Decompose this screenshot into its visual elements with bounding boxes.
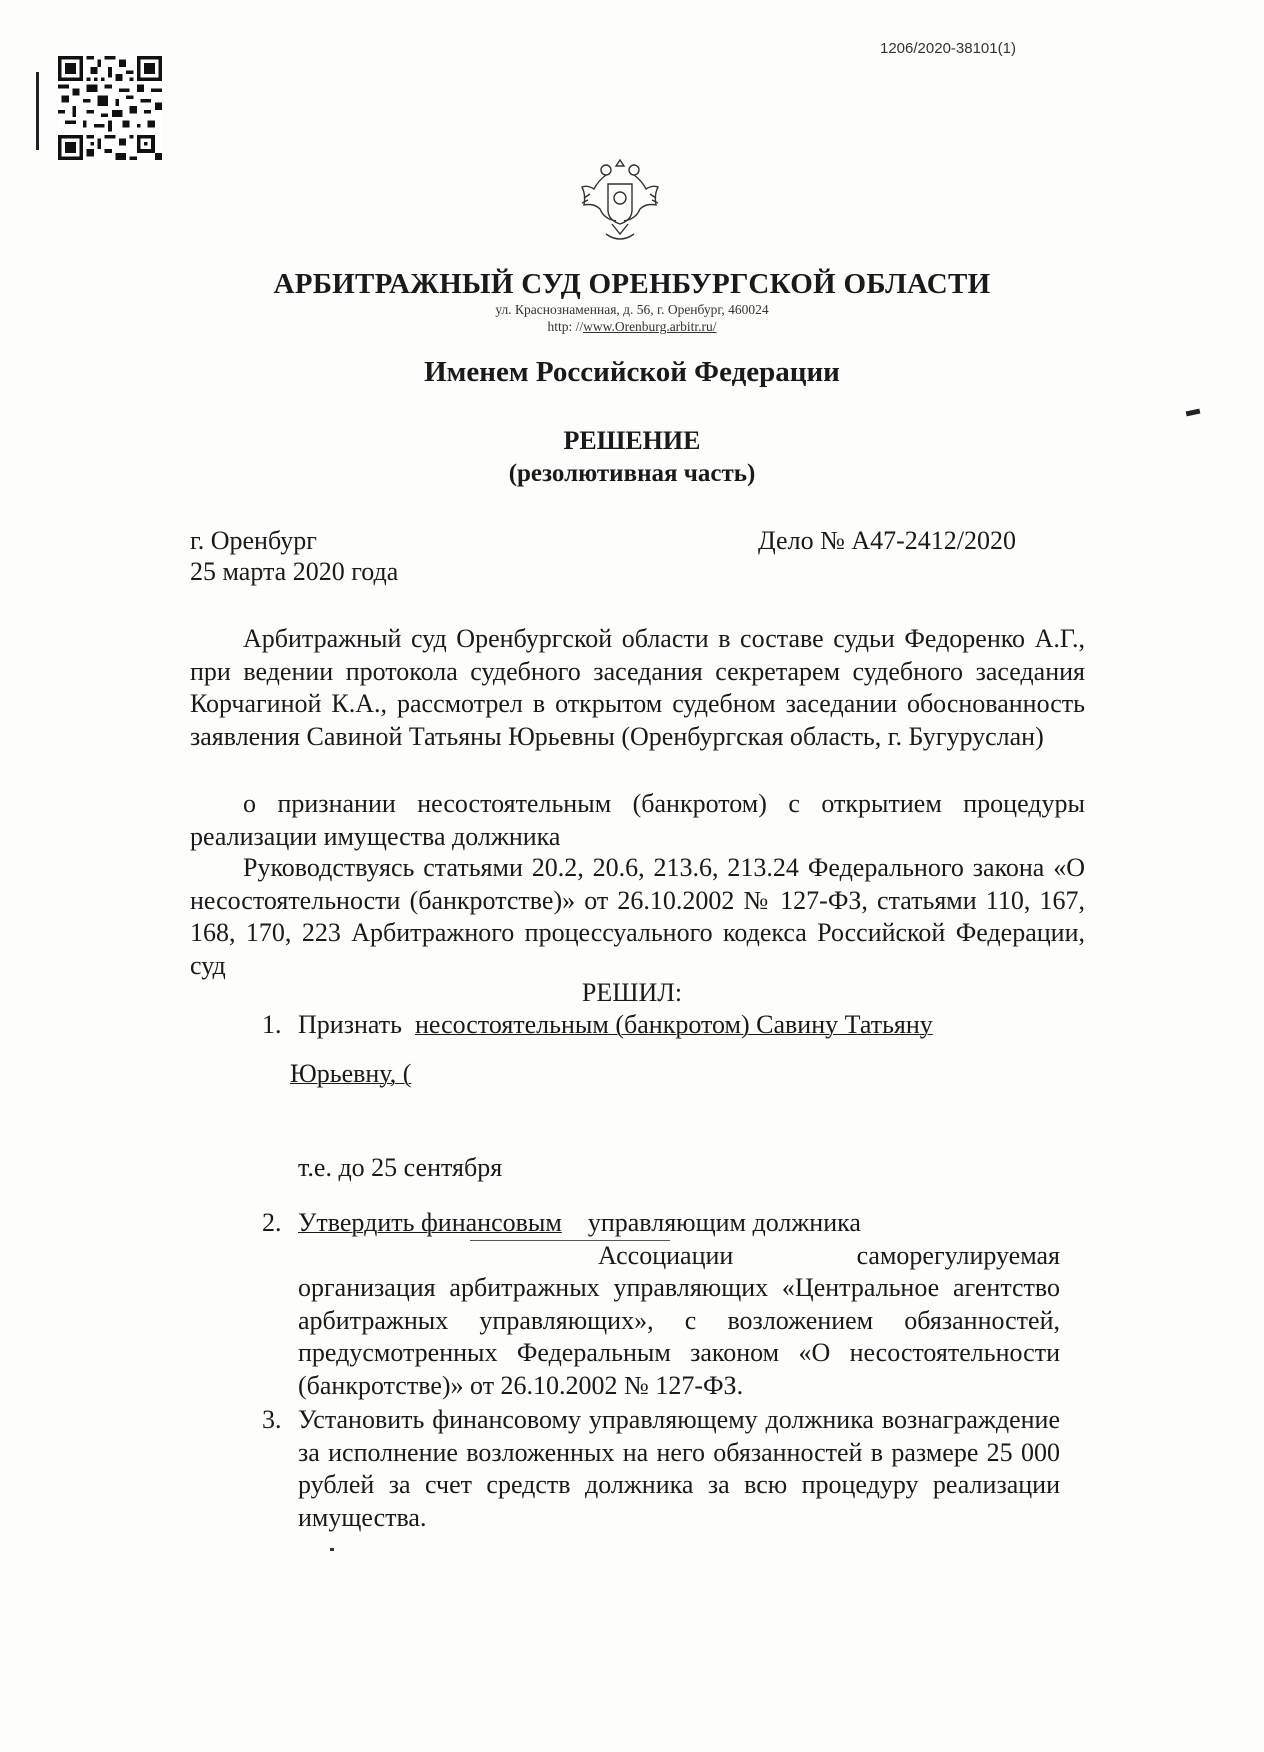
scan-artifact-dot xyxy=(330,1548,334,1551)
decision-date: 25 марта 2020 года xyxy=(190,557,399,586)
court-website-link[interactable]: www.Orenburg.arbitr.ru/ xyxy=(583,319,717,334)
resolution-item-3 xyxy=(262,1404,1060,1534)
decision-title: РЕШЕНИЕ xyxy=(563,426,701,455)
partially-visible-line: т.е. до 25 сентября xyxy=(298,1153,503,1182)
item-number: 2. xyxy=(262,1208,282,1237)
item-number: 1. xyxy=(262,1010,282,1039)
court-website xyxy=(0,319,1264,335)
item-text: Установить финансовому управляющему должника вознаграждение за исполнение возложенных на него обязанностей в размере 25 000 рублей за счет средств должника за всю процедуру реализации имущества. xyxy=(298,1405,1060,1532)
item-text-b: управляющим должника xyxy=(587,1208,861,1237)
in-the-name-heading: Именем Российской Федерации xyxy=(424,356,840,388)
case-number: Дело № А47-2412/2020 xyxy=(758,526,1017,555)
decision-subtitle: (резолютивная часть) xyxy=(508,460,756,487)
truncated-line: Юрьевну, ( xyxy=(290,1059,412,1088)
resolved-heading: РЕШИЛ: xyxy=(581,978,683,1007)
item-text xyxy=(298,1207,1060,1402)
document-number: 1206/2020-38101(1) xyxy=(880,40,1016,57)
scan-artifact-mark xyxy=(1186,409,1201,417)
item-text-a: Признать xyxy=(298,1010,402,1039)
item-text-a: Утвердить финансовым xyxy=(298,1208,562,1237)
paragraph-court-composition: Арбитражный суд Оренбургской области в составе судьи Федоренко А.Г., при ведении протокола судебного заседания секретарем судебного заседания Корчагиной К.А., рассмотрел в открытом судебном заседании обоснованность заявления Савиной Татьяны Юрьевны (Оренбургская область, г. Бугуруслан) xyxy=(190,624,1085,751)
resolution-item-2 xyxy=(262,1207,1060,1402)
court-name: АРБИТРАЖНЫЙ СУД ОРЕНБУРГСКОЙ ОБЛАСТИ xyxy=(273,268,991,300)
scan-artifact-bar xyxy=(36,72,39,150)
redaction-underline xyxy=(470,1240,670,1241)
qr-code-icon xyxy=(58,56,162,160)
item-text-c: Ассоциации саморегулируемая организация арбитражных управляющих «Центральное агентство арбитражных управляющих», с возложением обязанностей, предусмотренных Федеральным законом «О несостоятельности (банкротстве)» от 26.10.2002 № 127-ФЗ. xyxy=(298,1240,1060,1400)
item-text-b: несостоятельным (банкротом) Савину Татьяну xyxy=(414,1010,933,1039)
court-address: ул. Краснознаменная, д. 56, г. Оренбург, 460024 xyxy=(495,302,769,317)
decision-city: г. Оренбург xyxy=(190,526,317,555)
paragraph-subject: о признании несостоятельным (банкротом) с открытием процедуры реализации имущества должника xyxy=(190,789,1085,851)
resolution-item-1 xyxy=(262,1009,1060,1042)
court-website-prefix: http: // xyxy=(547,319,584,334)
coat-of-arms-emblem-icon xyxy=(576,154,664,250)
paragraph-legal-basis: Руководствуясь статьями 20.2, 20.6, 213.6, 213.24 Федерального закона «О несостоятельности (банкротстве)» от 26.10.2002 № 127-ФЗ, статьями 110, 167, 168, 170, 223 Арбитражного процессуального кодекса Российской Федерации, суд xyxy=(190,853,1085,980)
item-number: 3. xyxy=(262,1405,282,1434)
item-text xyxy=(298,1009,1060,1042)
